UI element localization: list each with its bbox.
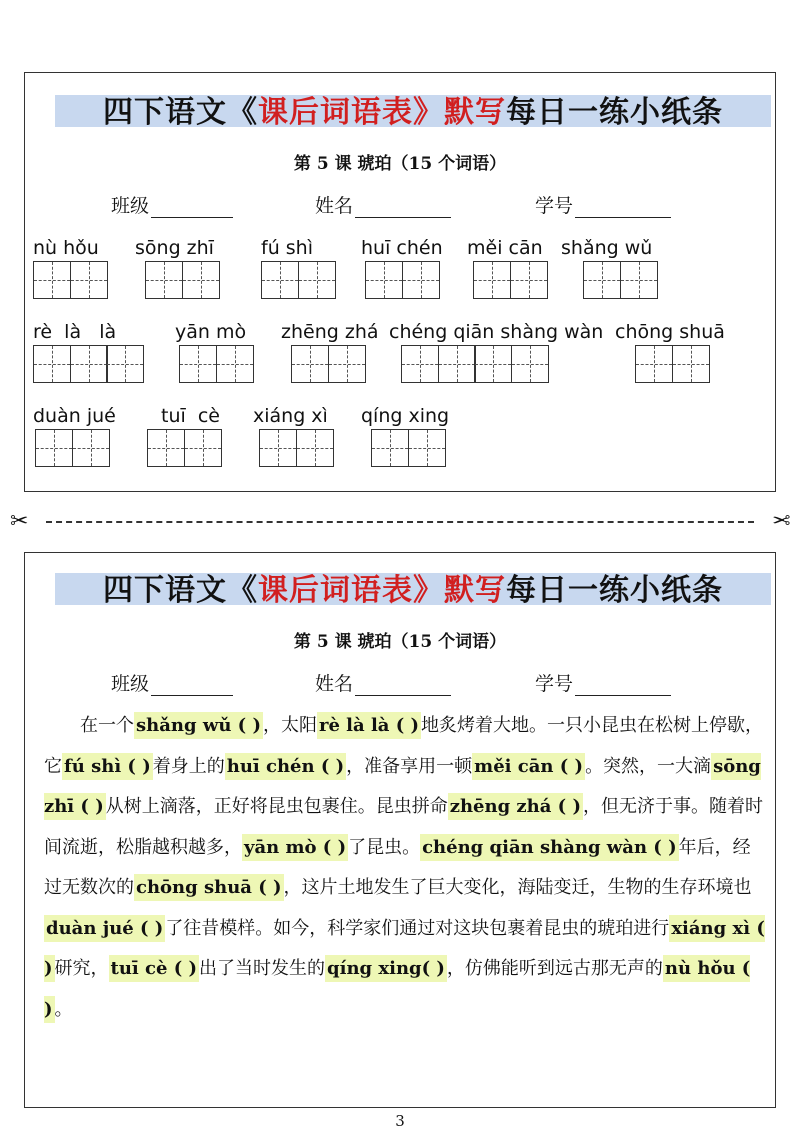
passage-text: 。突然，一大滴: [585, 755, 712, 777]
writing-grid[interactable]: [33, 261, 108, 299]
word-item: nù hǒu: [33, 237, 108, 299]
passage-text: 年后，经过无数次的: [44, 836, 751, 898]
passage-text: 了往昔模样。如今，科学家们通过对这块包裹着昆虫的琥珀进行: [165, 917, 670, 939]
scissors-icon: ✂: [10, 509, 29, 534]
pinyin-blank[interactable]: shǎng wǔ ( ): [134, 712, 263, 739]
passage-text: ，太阳: [262, 715, 317, 736]
word-item: sōng zhī: [135, 237, 220, 299]
pinyin-blank[interactable]: nù hǒu ( ): [44, 955, 750, 1023]
writing-grid[interactable]: [365, 261, 443, 299]
passage-text: 地炙烤着大地。一只小昆虫在松树上停歇，它: [44, 715, 764, 777]
cut-line: [10, 509, 790, 535]
writing-grid[interactable]: [179, 345, 254, 383]
writing-grid[interactable]: [401, 345, 603, 383]
number-blank[interactable]: [575, 677, 671, 696]
word-item: shǎng wǔ: [561, 237, 658, 299]
pinyin-blank[interactable]: xiáng xì ( ): [44, 915, 765, 983]
name-label: 姓名: [315, 195, 354, 217]
passage-text: 了昆虫。: [348, 836, 421, 858]
worksheet-card-top: [24, 72, 776, 492]
pinyin-blank[interactable]: rè là là ( ): [317, 712, 421, 739]
writing-grid[interactable]: [635, 345, 725, 383]
writing-grid[interactable]: [371, 429, 449, 467]
writing-grid[interactable]: [35, 429, 116, 467]
writing-grid[interactable]: [291, 345, 379, 383]
pinyin-blank[interactable]: yān mò ( ): [242, 834, 348, 861]
writing-grid[interactable]: [261, 261, 336, 299]
dashed-divider: [46, 521, 754, 523]
pinyin-blank[interactable]: qíng xing( ): [325, 955, 447, 982]
writing-grid[interactable]: [145, 261, 220, 299]
pinyin-blank[interactable]: sōng zhī ( ): [44, 753, 761, 821]
name-label: 姓名: [315, 673, 354, 695]
pinyin-blank[interactable]: chéng qiān shàng wàn ( ): [420, 834, 679, 861]
writing-grid[interactable]: [147, 429, 222, 467]
pinyin-blank[interactable]: chōng shuā ( ): [134, 874, 284, 901]
passage-text: 。: [54, 998, 73, 1020]
word-item: chéng qiān shàng wàn: [389, 321, 603, 383]
passage-text: ，但无济于事。随着时间流逝，松脂越积越多，: [44, 796, 763, 858]
pinyin-blank[interactable]: měi cān ( ): [472, 753, 585, 780]
number-label: 学号: [535, 673, 574, 695]
pinyin-blank[interactable]: tuī cè ( ): [109, 955, 199, 982]
writing-grid[interactable]: [583, 261, 658, 299]
worksheet-title: 四下语文《 课后词语表》默写 每日一练小纸条: [55, 87, 771, 131]
passage-text: 研究，: [54, 958, 109, 979]
pinyin-blank[interactable]: zhēng zhá ( ): [448, 793, 583, 820]
scissors-icon: ✂: [771, 509, 790, 534]
fill-in-passage: [44, 706, 766, 1030]
passage-text: 从树上滴落，正好将昆虫包裹住。昆虫拼命: [105, 796, 448, 817]
class-blank[interactable]: [151, 199, 233, 218]
word-item: tuī cè: [161, 405, 222, 467]
word-item: chōng shuā: [615, 321, 725, 383]
passage-text: 出了当时发生的: [199, 958, 326, 979]
name-blank[interactable]: [355, 199, 451, 218]
class-label: 班级: [111, 673, 150, 695]
passage-text: 着身上的: [152, 755, 225, 777]
passage-text: 在一个: [80, 715, 134, 736]
word-item: rè là là: [33, 321, 144, 383]
passage-text: ，仿佛能听到远古那无声的: [446, 958, 663, 979]
word-item: qíng xing: [361, 405, 449, 467]
lesson-subtitle: 第 5 课 琥珀（15 个词语）: [293, 154, 507, 174]
word-item: xiáng xì: [253, 405, 334, 467]
passage-text: ，准备享用一顿: [346, 755, 473, 777]
name-blank[interactable]: [355, 677, 451, 696]
pinyin-blank[interactable]: fú shì ( ): [62, 753, 153, 780]
word-item: měi cān: [467, 237, 548, 299]
writing-grid[interactable]: [33, 345, 144, 383]
number-blank[interactable]: [575, 199, 671, 218]
writing-grid[interactable]: [259, 429, 334, 467]
word-item: fú shì: [261, 237, 336, 299]
word-item: duàn jué: [33, 405, 116, 467]
page-number: 3: [395, 1112, 405, 1130]
lesson-subtitle: 第 5 课 琥珀（15 个词语）: [293, 632, 507, 652]
pinyin-blank[interactable]: huī chén ( ): [225, 753, 346, 780]
word-item: yān mò: [175, 321, 254, 383]
pinyin-blank[interactable]: duàn jué ( ): [44, 915, 165, 942]
class-blank[interactable]: [151, 677, 233, 696]
word-item: huī chén: [361, 237, 443, 299]
worksheet-title: 四下语文《 课后词语表》默写 每日一练小纸条: [55, 565, 771, 609]
passage-text: ，这片土地发生了巨大变化，海陆变迁，生物的生存环境也: [283, 877, 752, 898]
class-label: 班级: [111, 195, 150, 217]
number-label: 学号: [535, 195, 574, 217]
writing-grid[interactable]: [473, 261, 548, 299]
word-item: zhēng zhá: [281, 321, 379, 383]
